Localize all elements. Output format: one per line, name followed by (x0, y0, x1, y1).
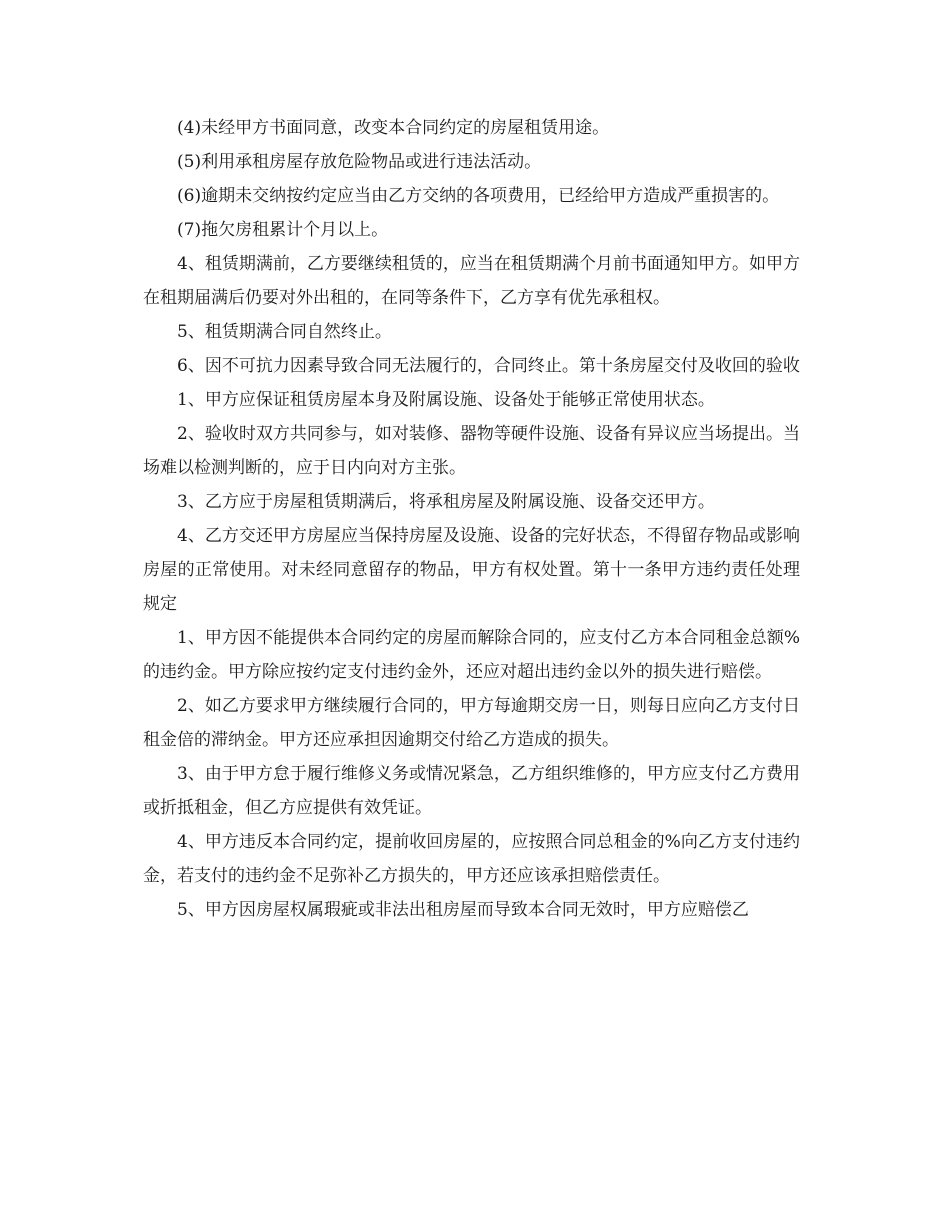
paragraph-clause-4-7: (7)拖欠房租累计个月以上。 (177, 220, 389, 240)
paragraph-liability-3: 3、由于甲方怠于履行维修义务或情况紧急，乙方组织维修的，甲方应支付乙方费用或折抵租金，但乙方应提供有效凭证。 (143, 764, 800, 818)
paragraph-clause-4-6: (6)逾期未交纳按约定应当由乙方交纳的各项费用，已经给甲方造成严重损害的。 (177, 186, 780, 206)
paragraph-clause-4-4: (4)未经甲方书面同意，改变本合同约定的房屋租赁用途。 (177, 118, 610, 138)
paragraph-liability-4: 4、甲方违反本合同约定，提前收回房屋的，应按照合同总租金的%向乙方支付违约金，若支付的违约金不足弥补乙方损失的，甲方还应该承担赔偿责任。 (143, 832, 800, 886)
paragraph-liability-5: 5、甲方因房屋权属瑕疵或非法出租房屋而导致本合同无效时，甲方应赔偿乙 (177, 900, 749, 920)
paragraph-delivery-3: 3、乙方应于房屋租赁期满后，将承租房屋及附属设施、设备交还甲方。 (177, 492, 715, 512)
paragraph-clause-4-5: (5)利用承租房屋存放危险物品或进行违法活动。 (177, 152, 542, 172)
paragraph-expiry: 5、租赁期满合同自然终止。 (177, 322, 392, 342)
paragraph-delivery-1: 1、甲方应保证租赁房屋本身及附属设施、设备处于能够正常使用状态。 (177, 390, 715, 410)
paragraph-liability-2: 2、如乙方要求甲方继续履行合同的，甲方每逾期交房一日，则每日应向乙方支付日租金倍的滞纳金。甲方还应承担因逾期交付给乙方造成的损失。 (143, 696, 800, 750)
paragraph-force-majeure: 6、因不可抗力因素导致合同无法履行的，合同终止。第十条房屋交付及收回的验收 (177, 356, 800, 376)
paragraph-delivery-2: 2、验收时双方共同参与，如对装修、器物等硬件设施、设备有异议应当场提出。当场难以检测判断的，应于日内向对方主张。 (143, 424, 800, 478)
document-body (143, 111, 800, 927)
paragraph-renewal: 4、租赁期满前，乙方要继续租赁的，应当在租赁期满个月前书面通知甲方。如甲方在租期届满后仍要对外出租的，在同等条件下，乙方享有优先承租权。 (143, 254, 800, 308)
paragraph-liability-1: 1、甲方因不能提供本合同约定的房屋而解除合同的，应支付乙方本合同租金总额%的违约金。甲方除应按约定支付违约金外，还应对超出违约金以外的损失进行赔偿。 (143, 628, 800, 682)
paragraph-delivery-4: 4、乙方交还甲方房屋应当保持房屋及设施、设备的完好状态，不得留存物品或影响房屋的正常使用。对未经同意留存的物品，甲方有权处置。第十一条甲方违约责任处理规定 (143, 526, 800, 614)
